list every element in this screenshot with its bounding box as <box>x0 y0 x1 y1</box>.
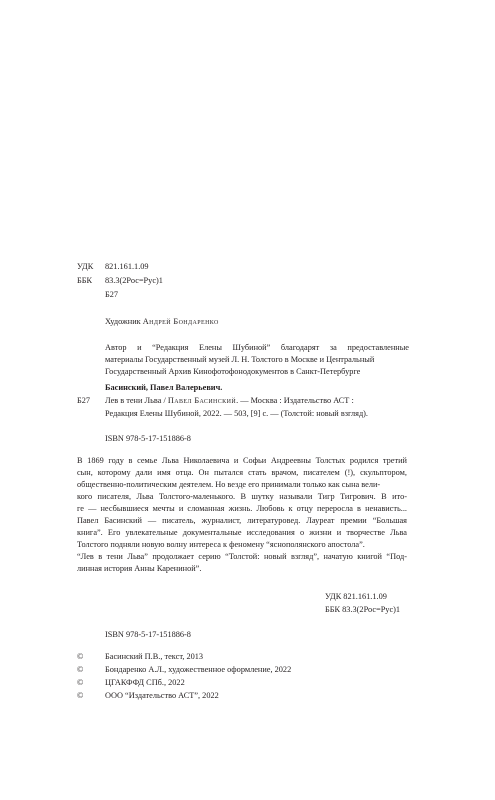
annotation-line: ге — несбывшиеся мечты и сломанная жизнь. Любовь к отцу переросла в ненависть... <box>77 504 407 513</box>
acknowledgement-line: Автор и “Редакция Елены Шубиной” благодарят за предоставленные <box>105 343 409 352</box>
copyright-symbol: © <box>77 691 84 700</box>
copyright-symbol: © <box>77 665 84 674</box>
annotation-line: Павел Басинский — писатель, журналист, литературовед. Лауреат премии “Большая <box>77 516 407 525</box>
annotation-line: общественно-политическим деятелем. Но везде его принимали только как сына вели- <box>77 480 381 489</box>
bib-publisher: . — Москва : Издательство АСТ : <box>236 396 354 405</box>
annotation-line: линная история Анны Карениной”. <box>77 564 202 573</box>
author-heading: Басинский, Павел Валерьевич. <box>105 383 223 392</box>
acknowledgement <box>105 342 409 378</box>
bib-title-line <box>105 395 354 407</box>
copyright-line: ЦГАКФФД СПб., 2022 <box>105 678 185 687</box>
bib-isbn: ISBN 978-5-17-151886-8 <box>105 434 191 443</box>
bib-line2: Редакция Елены Шубиной, 2022. — 503, [9] с. — (Толстой: новый взгляд). <box>105 409 369 418</box>
annotation-line: книга”. Его увлекательные документальные исследования о жизни и творчестве Льва <box>77 528 407 537</box>
annotation-line: В 1869 году в семье Льва Николаевича и Софьи Андреевны Толстых родился третий <box>77 456 407 465</box>
copyright-line: ООО “Издательство АСТ”, 2022 <box>105 691 219 700</box>
annotation-line: кого писателя, Льва Толстого-маленького. В шутку называли Тигр Тигрович. В ито- <box>77 492 407 501</box>
bbk-right: ББК 83.3(2Рос=Рус)1 <box>325 605 401 614</box>
copyright-line: Басинский П.В., текст, 2013 <box>105 652 204 661</box>
bib-author-sc: Павел Басинский <box>167 396 237 405</box>
acknowledgement-line: материалы Государственный музей Л. Н. Толстого в Москве и Центральный <box>105 355 375 364</box>
bbk-value: 83.3(2Рос=Рус)1 <box>105 276 163 285</box>
udk-right: УДК 821.161.1.09 <box>325 592 387 601</box>
udk-label: УДК <box>77 262 94 271</box>
copyright-symbol: © <box>77 652 84 661</box>
artist-name: Андрей Бондаренко <box>142 317 219 326</box>
artist-line <box>105 316 219 328</box>
acknowledgement-line: Государственный Архив Кинофотофонодокументов в Санкт-Петербурге <box>105 367 361 376</box>
bbk-label: ББК <box>77 276 93 285</box>
artist-prefix: Художник <box>105 317 141 326</box>
annotation-line: Толстого подняли новую волну интереса к феномену “яснополянского апостола”. <box>77 540 365 549</box>
copyright-symbol: © <box>77 678 84 687</box>
annotation-line: сын, которому дали имя отца. Он пытался стать врачом, писателем (!), скульптором, <box>77 468 407 477</box>
isbn-bottom: ISBN 978-5-17-151886-8 <box>105 630 191 639</box>
copyright-line: Бондаренко А.Л., художественное оформление, 2022 <box>105 665 292 674</box>
annotation <box>77 455 407 575</box>
annotation-line: “Лев в тени Льва” продолжает серию “Толстой: новый взгляд”, начатую книгой “Под- <box>77 552 407 561</box>
udk-value: 821.161.1.09 <box>105 262 149 271</box>
bib-mark: Б27 <box>77 396 91 405</box>
author-mark: Б27 <box>105 290 119 299</box>
bib-title: Лев в тени Льва / <box>105 396 168 405</box>
